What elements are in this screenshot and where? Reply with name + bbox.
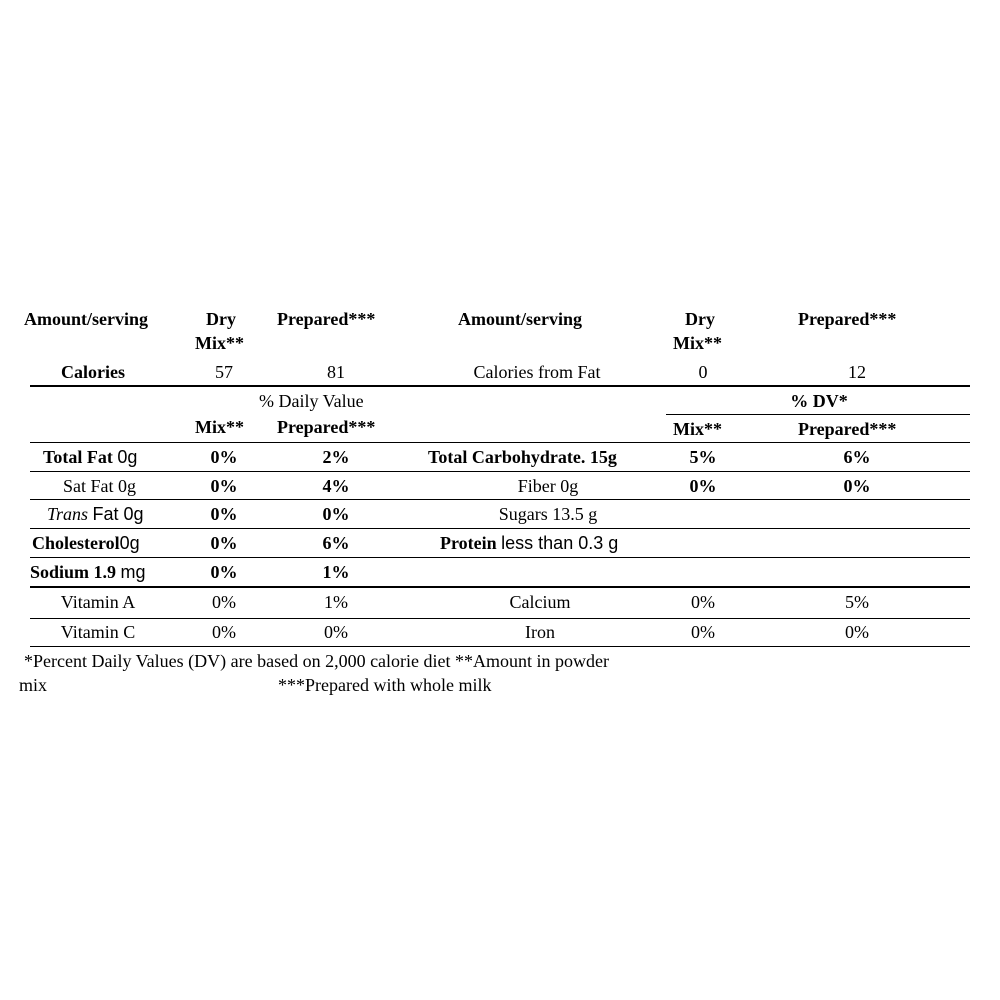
fiber-mix-dv: 0% [689,476,717,496]
total-carbohydrate-label: Total Carbohydrate. 15g [428,447,617,467]
total-fat-mix-dv: 0% [210,447,238,467]
dv-prepared-header-left: Prepared*** [277,417,376,437]
total-carbohydrate-mix-dv: 5% [689,447,717,467]
footnote-line-2-prepared: ***Prepared with whole milk [278,675,492,695]
iron-mix: 0% [691,622,715,642]
divider [666,414,970,415]
calcium-label: Calcium [509,592,571,612]
calcium-mix: 0% [691,592,715,612]
calories-from-fat-label: Calories from Fat [473,362,601,382]
trans-fat-mix-dv: 0% [210,504,238,524]
trans-fat-prepared-dv: 0% [322,504,350,524]
sat-fat-label: Sat Fat 0g [63,476,137,496]
footnote-line-1: *Percent Daily Values (DV) are based on 2,000 calorie diet **Amount in powder [24,651,610,671]
divider [30,618,970,619]
vitamin-a-label: Vitamin A [60,592,136,612]
amount-serving-header-left: Amount/serving [24,309,149,329]
fiber-label: Fiber 0g [517,476,579,496]
dv-mix-header-left: Mix** [195,417,244,437]
sat-fat-prepared-dv: 4% [322,476,350,496]
divider [30,499,970,500]
vitamin-a-mix: 0% [212,592,236,612]
dry-header-right: Dry [685,309,715,329]
vitamin-c-prepared: 0% [324,622,348,642]
sodium-prepared-dv: 1% [322,562,350,582]
divider [30,471,970,472]
trans-fat-label: Trans Fat 0g [47,504,144,524]
dv-mix-header-right: Mix** [673,419,722,439]
nutrition-facts-table [19,300,970,700]
calories-prepared-value: 81 [327,362,345,382]
calories-from-fat-prepared-value: 12 [848,362,866,382]
sodium-mix-dv: 0% [210,562,238,582]
amount-serving-header-right: Amount/serving [458,309,583,329]
total-fat-prepared-dv: 2% [322,447,350,467]
vitamin-c-label: Vitamin C [60,622,136,642]
mix-header-right: Mix** [673,333,722,353]
calories-label: Calories [61,362,125,382]
cholesterol-label: Cholesterol0g [32,533,140,553]
calories-dry-value: 57 [215,362,233,382]
calories-from-fat-dry-value: 0 [698,362,708,382]
footnote-line-2-mix: mix [19,675,48,695]
sugars-label: Sugars 13.5 g [498,504,598,524]
protein-label: Protein less than 0.3 g [440,533,619,553]
iron-label: Iron [525,622,555,642]
dry-header-left: Dry [206,309,236,329]
prepared-header-left: Prepared*** [277,309,376,329]
fiber-prepared-dv: 0% [843,476,871,496]
vitamin-c-mix: 0% [212,622,236,642]
iron-prepared: 0% [845,622,869,642]
dv-prepared-header-right: Prepared*** [798,419,897,439]
divider [30,646,970,647]
sat-fat-mix-dv: 0% [210,476,238,496]
cholesterol-mix-dv: 0% [210,533,238,553]
daily-value-title: % Daily Value [259,391,364,411]
divider [30,385,970,387]
vitamin-a-prepared: 1% [324,592,348,612]
calcium-prepared: 5% [845,592,869,612]
mix-header-left: Mix** [195,333,244,353]
sodium-label: Sodium 1.9 mg [30,562,146,582]
divider [30,442,970,443]
dv-title-right: % DV* [790,391,848,411]
cholesterol-prepared-dv: 6% [322,533,350,553]
divider [30,528,970,529]
total-fat-row-label: Total Fat 0g [43,447,138,467]
divider [30,586,970,588]
total-carbohydrate-prepared-dv: 6% [843,447,871,467]
divider [30,557,970,558]
prepared-header-right: Prepared*** [798,309,897,329]
